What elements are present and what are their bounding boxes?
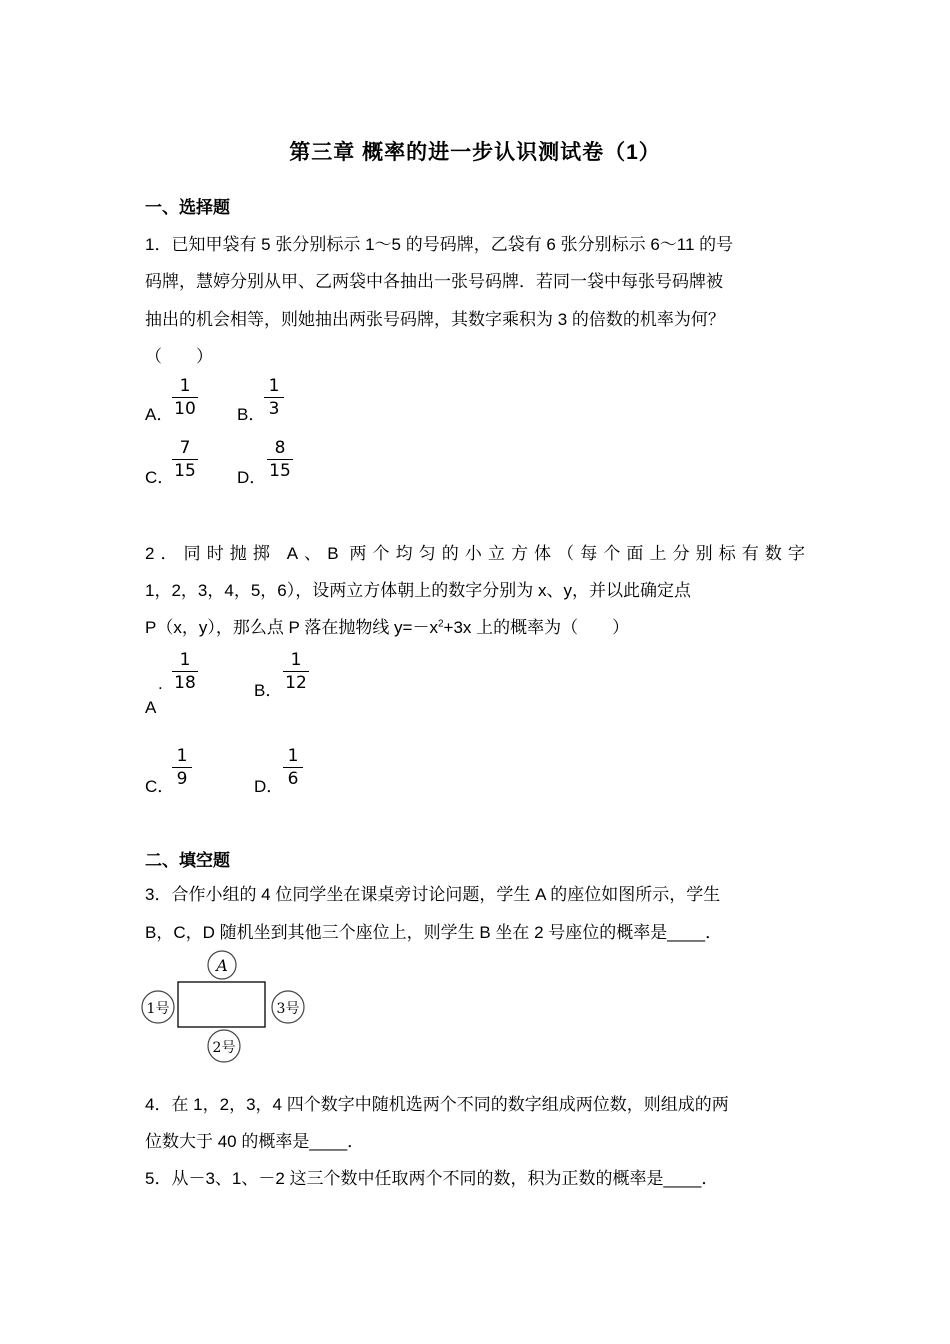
q2-option-b-fraction: 1 12: [283, 650, 309, 693]
q2-option-d-label: D．: [254, 777, 284, 796]
section-heading-choice: 一、选择题: [145, 198, 230, 217]
section-heading-fill-blank: 二、填空题: [145, 851, 230, 870]
seating-diagram: [138, 945, 313, 1065]
q1-line-4: （ ）: [145, 347, 213, 366]
q2-option-d-fraction: 1 6: [283, 746, 303, 789]
q2-option-a-dot: .: [158, 674, 163, 693]
q5-line-1: 5．从－3、1、－2 这三个数中任取两个不同的数，积为正数的概率是____．: [145, 1169, 719, 1188]
q2-option-c-label: C．: [145, 777, 175, 796]
q1-option-d-label: D．: [237, 468, 267, 487]
q1-option-b-label: B．: [237, 405, 266, 424]
q1-line-1: 1．已知甲袋有 5 张分别标示 1～5 的号码牌，乙袋有 6 张分别标示 6～11 的号: [145, 235, 734, 254]
q1-option-c-fraction: 7 15: [172, 438, 198, 481]
q1-line-3: 抽出的机会相等，则她抽出两张号码牌，其数字乘积为 3 的倍数的机率为何？: [145, 310, 725, 329]
q1-option-a-label: A．: [145, 405, 174, 424]
q2-option-b-label: B．: [254, 681, 283, 700]
q2-line-1: 2．同时抛掷 A、B 两个均匀的小立方体（每个面上分别标有数字: [145, 544, 805, 563]
q3-line-2: B，C，D 随机坐到其他三个座位上，则学生 B 坐在 2 号座位的概率是____．: [145, 923, 723, 942]
q1-line-2: 码牌，慧婷分别从甲、乙两袋中各抽出一张号码牌．若同一袋中每张号码牌被: [145, 272, 723, 291]
q4-line-2: 位数大于 40 的概率是____．: [145, 1132, 365, 1151]
q1-option-a-fraction: 1 10: [172, 376, 198, 419]
q3-line-1: 3．合作小组的 4 位同学坐在课桌旁讨论问题，学生 A 的座位如图所示，学生: [145, 885, 721, 904]
q2-option-a-fraction: 1 18: [172, 650, 198, 693]
q1-option-d-fraction: 8 15: [267, 438, 293, 481]
seat-right-label: 3号: [276, 1001, 300, 1017]
q2-line-3-text: P（x，y），那么点 P 落在抛物线 y=－x: [145, 618, 438, 637]
q2-exponent: 2: [437, 618, 444, 630]
seat-top-label: A: [216, 956, 228, 975]
q1-option-c-label: C．: [145, 468, 175, 487]
q2-option-c-fraction: 1 9: [172, 746, 192, 789]
q2-line-3: [145, 613, 629, 638]
page-title: 第三章 概率的进一步认识测试卷（1）: [289, 141, 661, 164]
q2-line-3-tail: +3x 上的概率为（ ）: [443, 618, 630, 637]
seat-left-label: 1号: [146, 1001, 170, 1017]
q2-line-2: 1，2，3，4，5，6），设两立方体朝上的数字分别为 x、y，并以此确定点: [145, 581, 691, 600]
seat-bottom-label: 2号: [212, 1040, 236, 1056]
q1-option-b-fraction: 1 3: [264, 376, 284, 419]
q2-option-a-label: A: [145, 698, 157, 717]
q4-line-1: 4．在 1，2，3，4 四个数字中随机选两个不同的数字组成两位数，则组成的两: [145, 1095, 729, 1114]
desk-rectangle: [178, 982, 265, 1027]
